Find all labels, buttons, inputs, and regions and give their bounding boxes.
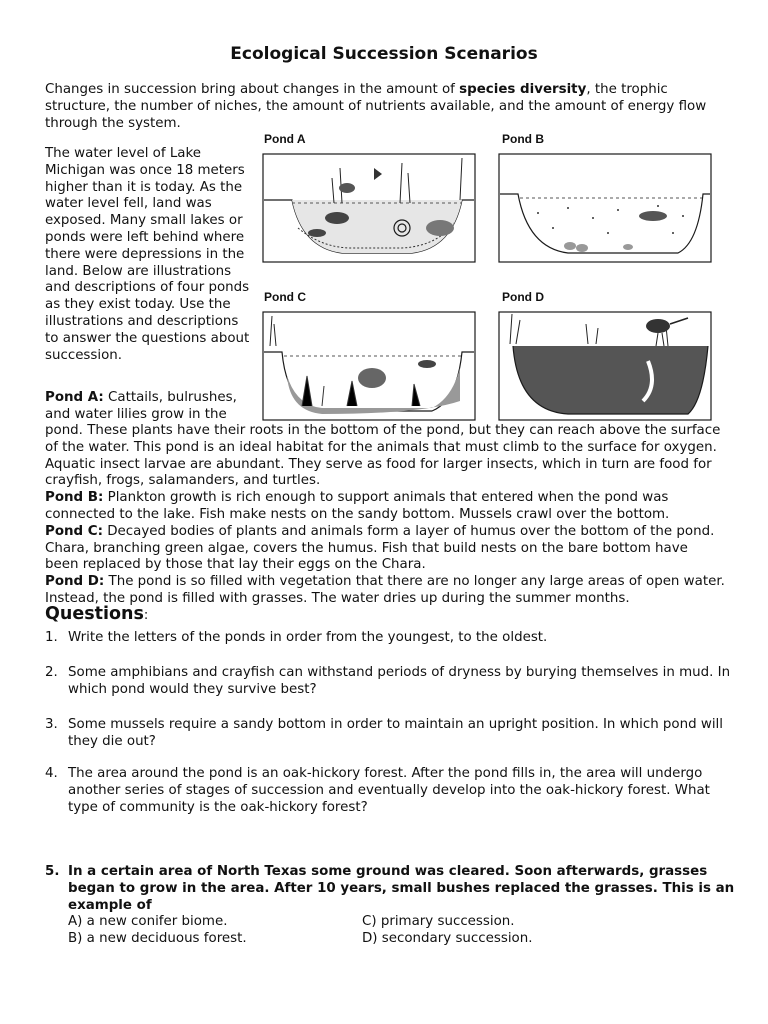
intro-bold-term: species diversity xyxy=(459,82,587,97)
pond-a-description-start xyxy=(45,390,251,424)
question-1 xyxy=(45,630,735,647)
pond-c-heading: Pond C: xyxy=(45,523,103,539)
pond-a-heading: Pond A: xyxy=(45,390,104,405)
intro-text-after: , the trophic structure, the number of niches, the amount of nutrients available, and the amount of energy flow through the system. xyxy=(45,82,707,131)
choice-b: B) a new deciduous forest. xyxy=(68,931,247,946)
questions-heading-text: Questions xyxy=(45,604,144,624)
questions-heading-colon: : xyxy=(143,608,149,623)
pond-b-label: Pond B xyxy=(502,132,544,146)
pond-a-text-start: Cattails, bulrushes, and water lilies grow in the xyxy=(45,390,237,422)
question-text: Some amphibians and crayfish can withstand periods of dryness by burying themselves in mud. In which pond would they survive best? xyxy=(68,665,731,697)
choice-d: D) secondary succession. xyxy=(362,931,533,946)
pond-c-text: Decayed bodies of plants and animals form a layer of humus over the bottom of the pond. Chara, branching green algae, covers the humus. Fish that build nests on the bare bottom have been replaced by those that lay their eggs on the Chara. xyxy=(45,523,715,573)
question-text: In a certain area of North Texas some ground was cleared. Soon afterwards, grasses began to grow in the area. After 10 years, small bushes replaced the grasses. This is an example of xyxy=(68,864,735,913)
pond-b-description xyxy=(45,490,725,524)
question-text: Some mussels require a sandy bottom in order to maintain an upright position. In which pond will they die out? xyxy=(68,717,723,749)
pond-b-text: Plankton growth is rich enough to support animals that entered when the pond was connected to the lake. Fish make nests on the sandy bottom. Mussels crawl over the bottom. xyxy=(45,490,670,522)
pond-a-label: Pond A xyxy=(264,132,306,146)
choice-c: C) primary succession. xyxy=(362,914,515,929)
pond-d-description xyxy=(45,574,725,608)
pond-d-illustration xyxy=(498,306,713,421)
intro-text-before: Changes in succession bring about changes in the amount of xyxy=(45,82,460,97)
questions-heading xyxy=(45,606,148,625)
pond-d-heading: Pond D: xyxy=(45,574,105,590)
question-2 xyxy=(45,665,735,699)
pond-d-label: Pond D xyxy=(502,290,544,304)
pond-descriptions xyxy=(45,423,725,608)
pond-c-illustration xyxy=(262,306,477,421)
intro-paragraph xyxy=(45,82,725,132)
pond-c-description xyxy=(45,524,725,574)
question-number: 4. xyxy=(45,766,58,781)
question-text: Write the letters of the ponds in order from the youngest, to the oldest. xyxy=(68,630,548,645)
pond-d-text: The pond is so filled with vegetation that there are no longer any large areas of open water. Instead, the pond is filled with grasses. The water dries up during the summer months. xyxy=(45,574,725,606)
question-5 xyxy=(45,864,735,914)
question-3 xyxy=(45,717,735,751)
question-number: 1. xyxy=(45,630,58,645)
pond-b-heading: Pond B: xyxy=(45,490,104,506)
pond-a-illustration xyxy=(262,148,477,263)
question-4 xyxy=(45,766,735,816)
pond-c-label: Pond C xyxy=(264,290,306,304)
page-title: Ecological Succession Scenarios xyxy=(230,44,538,64)
question-text: The area around the pond is an oak-hickory forest. After the pond fills in, the area will undergo another series of stages of succession and eventually develop into the oak-hickory forest. What type of community is the oak-hickory forest? xyxy=(68,766,710,815)
question-number: 5. xyxy=(45,864,60,879)
lake-michigan-paragraph: The water level of Lake Michigan was once 18 meters higher than it is today. As the water level fell, land was exposed. Many small lakes or ponds were left behind where there were depressions in the land. Below are illustrations and descriptions of four ponds as they exist today. Use the illustrations and descriptions to answer the questions about succession. xyxy=(45,146,250,363)
choice-a: A) a new conifer biome. xyxy=(68,914,228,929)
question-number: 2. xyxy=(45,665,58,680)
pond-a-text-rest: pond. These plants have their roots in the bottom of the pond, but they can reach above the surface of the water. This pond is an ideal habitat for the animals that must climb to the surface for oxygen. Aquatic insect larvae are abundant. They serve as food for larger insects, which in turn are food for crayfish, frogs, salamanders, and turtles. xyxy=(45,423,721,489)
question-number: 3. xyxy=(45,717,58,732)
pond-b-illustration xyxy=(498,148,713,263)
